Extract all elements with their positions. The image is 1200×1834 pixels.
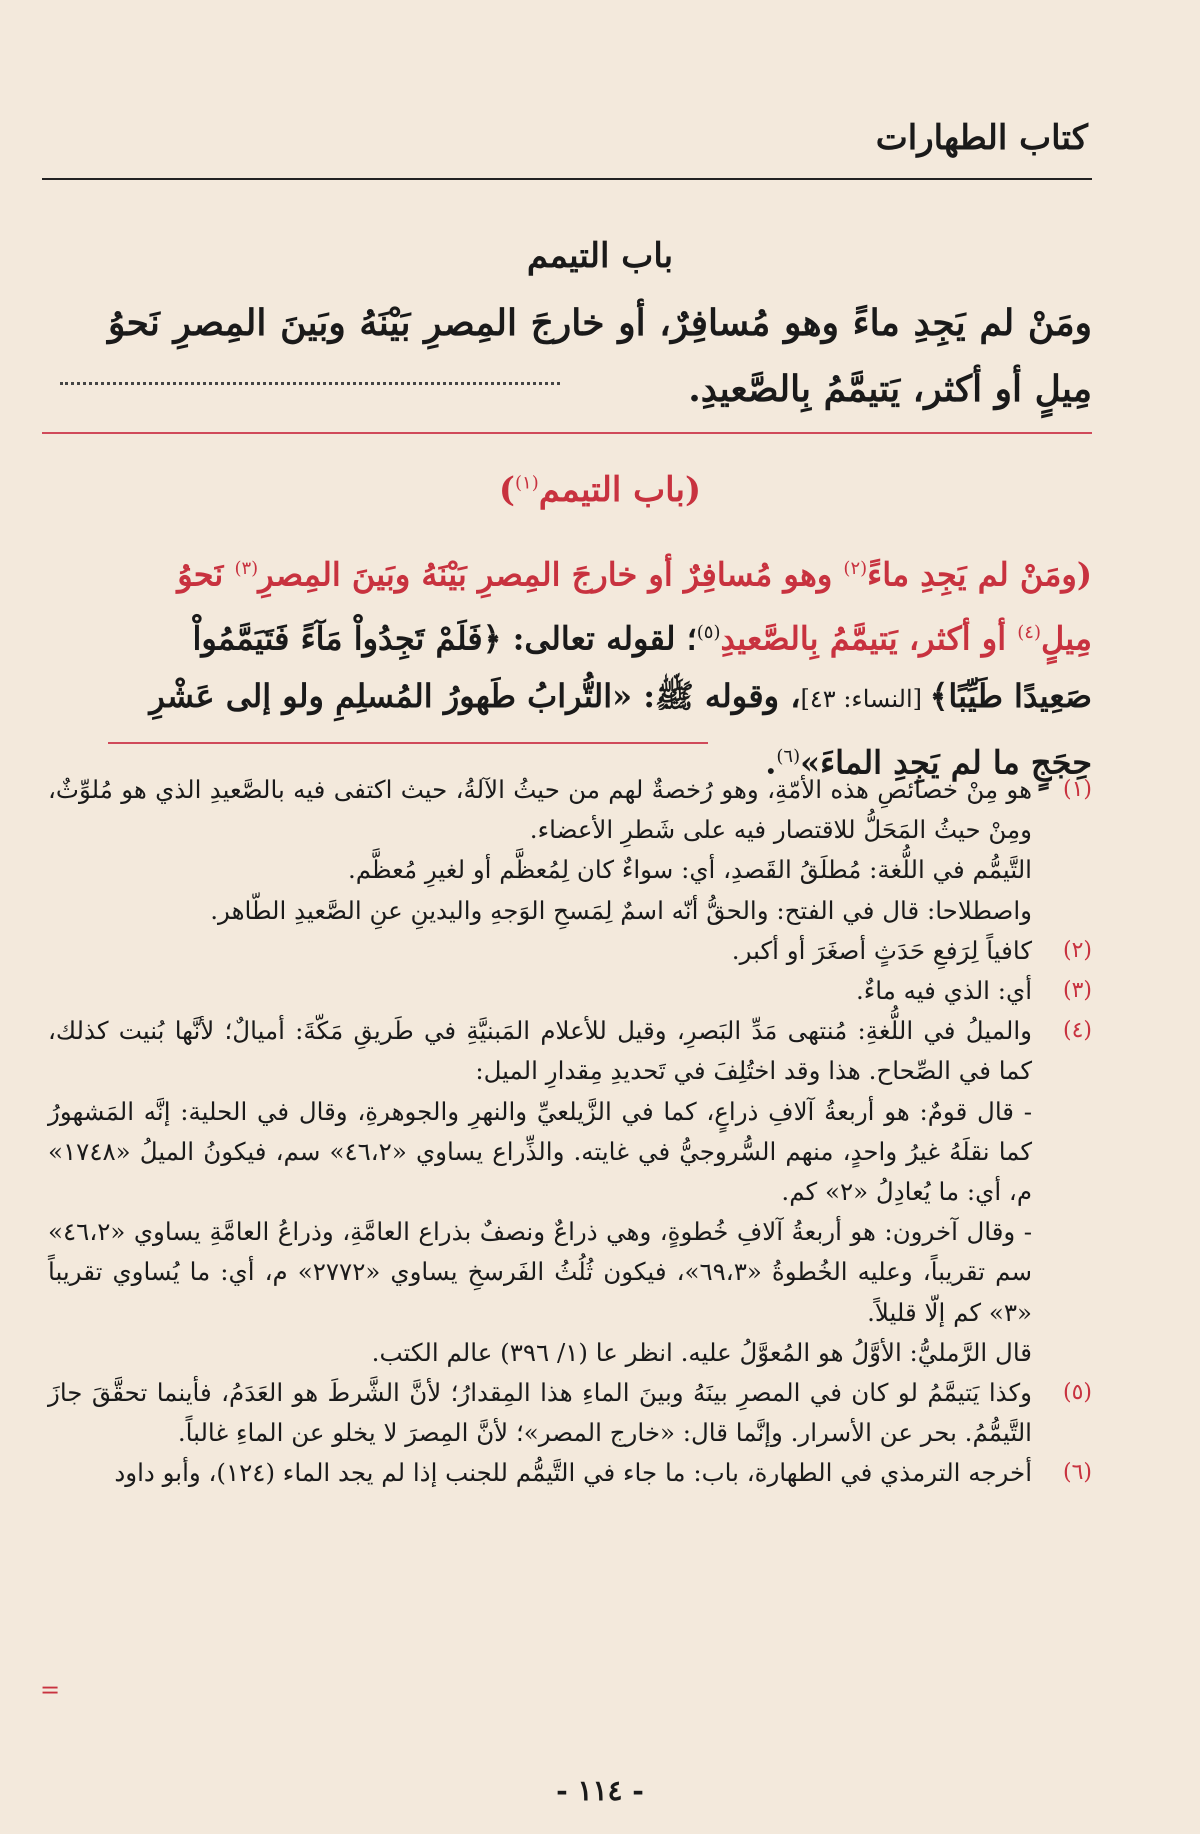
continuation-mark: = xyxy=(40,1676,61,1704)
page-number: - ١١٤ - xyxy=(556,1774,644,1807)
footnote-number: (٥) xyxy=(1062,1380,1092,1406)
section-rule xyxy=(42,432,1092,434)
footnote-number: (٢) xyxy=(1062,937,1092,963)
footnote-text: أي: الذي فيه ماءٌ. xyxy=(855,976,1032,1006)
sharh-segment: . xyxy=(765,743,777,782)
footnote-text: هو مِنْ خصائصِ هذه الأمّةِ، وهو رُخصةٌ لهم من حيثُ الآلةُ، حيث اكتفى فيه بالصَّعيدِ الذي هو مُلوِّثٌ، ومِنْ حيثُ المَحَلُّ للاقتصار فيه على شَطرِ الأعضاء. xyxy=(48,775,1032,845)
sharh-title-close: ) xyxy=(498,470,515,510)
sharh-segment: ، وقوله ﷺ: «التُّرابُ طَهورُ المُسلِمِ ولو إلى عَشْرِ حِجَجٍ ما لم يَجِدِ الماءَ» xyxy=(149,677,1092,782)
dotted-separator xyxy=(60,374,560,385)
matn-chapter-title: باب التيمم xyxy=(526,236,674,276)
footnote xyxy=(48,931,1092,971)
footnote-ref: (٥) xyxy=(696,621,721,643)
footnote-text: - وقال آخرون: هو أربعةُ آلافِ خُطوةٍ، وهي ذراعٌ ونصفٌ بذراع العامَّةِ، وذراعُ العامَّةِ يساوي «٤٦،٢» سم تقريباً، وعليه الخُطوةُ «٦٩،٣»، فيكون ثُلُثُ الفَرسخِ يساوي «٢٧٧٢» م، أي: ما يُساوي تقريباً «٣» كم إلّا قليلاً. xyxy=(48,1217,1032,1327)
footnote-ref: (٢) xyxy=(843,558,868,579)
footnote-text: التَّيمُّم في اللُّغة: مُطلَقُ القَصدِ، أي: سواءٌ كان لِمُعظَّم أو لغيرِ مُعظَّم. xyxy=(347,855,1032,885)
sharh-matn-segment: أو أكثر، يَتيمَّمُ بِالصَّعيدِ xyxy=(720,619,1018,658)
sharh-matn-segment: (ومَنْ لم يَجِدِ ماءً xyxy=(867,555,1092,594)
sharh-chapter-title xyxy=(108,470,1092,510)
footnote xyxy=(48,1453,1092,1493)
footnote-text: أخرجه الترمذي في الطهارة، باب: ما جاء في التَّيمُّم للجنب إذا لم يجد الماء (١٢٤)، وأبو داود xyxy=(114,1458,1032,1488)
matn-text: ومَنْ لم يَجِدِ ماءً وهو مُسافِرٌ، أو خارجَ المِصرِ بَيْنَهُ وبَينَ المِصرِ نَحوُ مِيلٍ أو أكثر، يَتيمَّمُ بِالصَّعيدِ. xyxy=(108,302,1092,410)
footnote-rule xyxy=(108,742,708,744)
footnote-ref: (٤) xyxy=(1017,621,1041,643)
footnote-text: قال الرَّمليُّ: الأوَّلُ هو المُعوَّلُ عليه. انظر عا (١/ ٣٩٦) عالم الكتب. xyxy=(371,1337,1032,1367)
header-rule xyxy=(42,178,1092,180)
footnote-number: (٣) xyxy=(1062,978,1092,1004)
verse-reference: [النساء: ٤٣] xyxy=(800,685,930,714)
footnote xyxy=(48,971,1092,1011)
footnote-text: كافياً لِرَفعِ حَدَثٍ أصغَرَ أو أكبر. xyxy=(731,935,1032,965)
running-head: كتاب الطهارات xyxy=(875,118,1088,158)
footnote-number: (٤) xyxy=(1062,1018,1092,1044)
footnote xyxy=(48,1373,1092,1453)
footnote-number: (١) xyxy=(1062,777,1092,802)
footnote-ref: (١) xyxy=(514,472,539,494)
footnote-text: واصطلاحا: قال في الفتح: والحقُّ أنّه اسمٌ لِمَسحِ الوَجهِ واليدينِ عنِ الصَّعيدِ الطّاهر. xyxy=(210,895,1032,925)
footnote-ref: (٣) xyxy=(234,558,259,579)
sharh-matn-segment: وهو مُسافِرٌ أو خارجَ المِصرِ بَيْنَهُ وبَينَ المِصرِ xyxy=(258,555,844,594)
footnote-text: - قال قومٌ: هو أربعةُ آلافِ ذراعٍ، كما في الزَّيلعيِّ والنهرِ والجوهرةِ، وقال في الحلية: إنَّه المَشهورُ كما نقلَهُ غيرُ واحدٍ، منهم السُّروجيُّ في غايته. والذِّراع يساوي «٤٦،٢» سم، فيكونُ الميلُ «١٧٤٨» م، أي: ما يُعادِلُ «٢» كم. xyxy=(48,1096,1032,1207)
sharh-matn-segment: نَحوُ مِيلٍ xyxy=(177,555,1092,658)
footnote-ref: (٦) xyxy=(776,746,801,768)
quran-verse: ﴿فَلَمْ تَجِدُواْ مَآءً فَتَيَمَّمُواْ صَعِيدًا طَيِّبًا﴾ xyxy=(192,619,1092,716)
footnote-text: وكذا يَتيمَّمُ لو كان في المصرِ بينَهُ وبينَ الماءِ هذا المِقدارُ؛ لأنَّ الشَّرطَ هو العَدَمُ، فأينما تحقَّقَ جازَ التَّيمُّمُ. بحر عن الأسرار. وإنَّما قال: «خارج المصر»؛ لأنَّ المِصرَ لا يخلو عن الماءِ غالباً. xyxy=(48,1378,1032,1448)
sharh-text xyxy=(108,540,1092,792)
footnote-text: والميلُ في اللُّغةِ: مُنتهى مَدِّ البَصرِ، وقيل للأعلام المَبنيَّةِ في طَريقِ مَكّةَ: أميالٌ؛ لأنَّها بُنيت كذلك، كما في الصِّحاح. هذا وقد اختُلِفَ في تَحديدِ مِقدارِ الميل: xyxy=(48,1016,1032,1086)
sharh-title-text: (باب التيمم xyxy=(538,470,702,510)
footnote-number: (٦) xyxy=(1062,1460,1092,1486)
footnote xyxy=(48,1011,1092,1373)
footnote xyxy=(48,770,1092,931)
sharh-segment: ؛ لقوله تعالى: xyxy=(501,619,697,658)
footnotes xyxy=(48,770,1092,1494)
